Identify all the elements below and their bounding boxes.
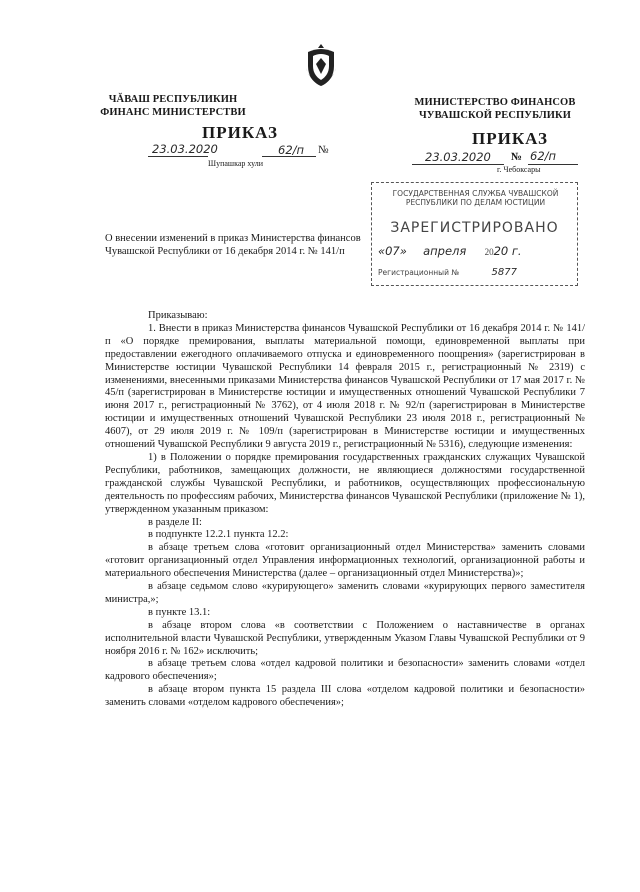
prikaz-title-right: ПРИКАЗ bbox=[472, 129, 548, 148]
number-sign-left: № bbox=[318, 144, 329, 156]
stamp-authority: ГОСУДАРСТВЕННАЯ СЛУЖБА ЧУВАШСКОЙ РЕСПУБЛИКИ ПО ДЕЛАМ ЮСТИЦИИ bbox=[392, 189, 559, 207]
paragraph: в абзаце третьем слова «готовит организационный отдел Министерства» заменить словами «готовит организационный отдел Управления информационных технологий, организационной работы и материального обеспечения Министерства (далее – организационный отдел Министерства)»; bbox=[105, 542, 585, 580]
registration-stamp bbox=[371, 182, 578, 286]
order-body bbox=[105, 310, 585, 710]
city-right: г. Чебоксары bbox=[497, 165, 541, 174]
order-number-right: 62/п bbox=[530, 149, 557, 163]
number-sign-right: № bbox=[511, 151, 523, 163]
paragraph: в абзаце втором пункта 15 раздела III слова «отделом кадровой политики и безопасности» заменить словами «отделом кадрового обеспечения»; bbox=[105, 684, 585, 709]
paragraph: 1. Внести в приказ Министерства финансов Чувашской Республики от 16 декабря 2014 г. № 141/п «О порядке премирования, выплаты материальной помощи, единовременной выплаты при предоставлении ежегодного оплачиваемого отпуска и единовременного поощрения» (зарегистрирован в Министерстве юстиции Чувашской Республики 14 февраля 2015 г., регистрационный № 2319) с изменениями, внесенными приказами Министерства финансов Чувашской Республики от 17 мая 2017 г. № 45/п (зарегистрирован в Министерстве юстиции и имущественных отношений Чувашской Республики 7 июня 2017 г., регистрационный № 3762), от 4 июля 2018 г. № 92/п (зарегистрирован в Министерстве юстиции и имущественных отношений Чувашской Республики 23 июля 2018 г., регистрационный № 4607), от 29 июля 2019 г. № 109/п (зарегистрирован в Министерстве юстиции и имущественных отношений Чувашской Республики 9 августа 2019 г., регистрационный № 5316), следующие изменения: bbox=[105, 322, 585, 451]
order-number-left: 62/п bbox=[278, 143, 305, 157]
paragraph: в абзаце третьем слова «отдел кадровой политики и безопасности» заменить словами «отдел кадрового обеспечения»; bbox=[105, 658, 585, 683]
paragraph: в разделе II: bbox=[148, 516, 202, 528]
order-date-left: 23.03.2020 bbox=[152, 142, 218, 156]
paragraph: в абзаце втором слова «в соответствии с Положением о наставничестве в органах исполнительной власти Чувашской Республики, утвержденным Указом Главы Чувашской Республики от 9 ноября 2016 г. № 162» исключить; bbox=[105, 619, 585, 657]
paragraph: в абзаце седьмом слово «курирующего» заменить словами «курирующих первого заместителя министра,»; bbox=[105, 581, 585, 605]
order-date-right: 23.03.2020 bbox=[425, 150, 491, 164]
city-left: Шупашкар хули bbox=[208, 159, 263, 168]
stamp-date-row: «07» апреля 2020 г. bbox=[378, 244, 522, 258]
stamp-registered: ЗАРЕГИСТРИРОВАНО bbox=[390, 220, 559, 236]
stamp-reg-row: Регистрационный № 5877 bbox=[378, 267, 517, 278]
ministry-title-russian: МИНИСТЕРСТВО ФИНАНСОВ ЧУВАШСКОЙ РЕСПУБЛИКИ bbox=[414, 97, 576, 121]
paragraph: 1) в Положении о порядке премирования государственных гражданских служащих Чувашской Республики, работников, замещающих должности, не являющиеся должностями государственной гражданской службы Чувашской Республики, и работников, осуществляющих профессиональную деятельность по профессиям рабочих, Министерства финансов Чувашской Республики (приложение № 1), утвержденном указанным приказом: bbox=[105, 451, 585, 515]
paragraph: Приказываю: bbox=[148, 310, 208, 321]
paragraph: в пункте 13.1: bbox=[148, 606, 211, 618]
ministry-title-chuvash: ЧĂВАШ РЕСПУБЛИКИН ФИНАНС МИНИСТЕРСТВИ bbox=[100, 94, 246, 118]
paragraph: в подпункте 12.2.1 пункта 12.2: bbox=[148, 529, 289, 541]
emblem-icon bbox=[304, 42, 338, 88]
order-subject: О внесении изменений в приказ Министерства финансов Чувашской Республики от 16 декабря 2014 г. № 141/п bbox=[105, 233, 361, 257]
prikaz-title-left: ПРИКАЗ bbox=[202, 123, 278, 142]
